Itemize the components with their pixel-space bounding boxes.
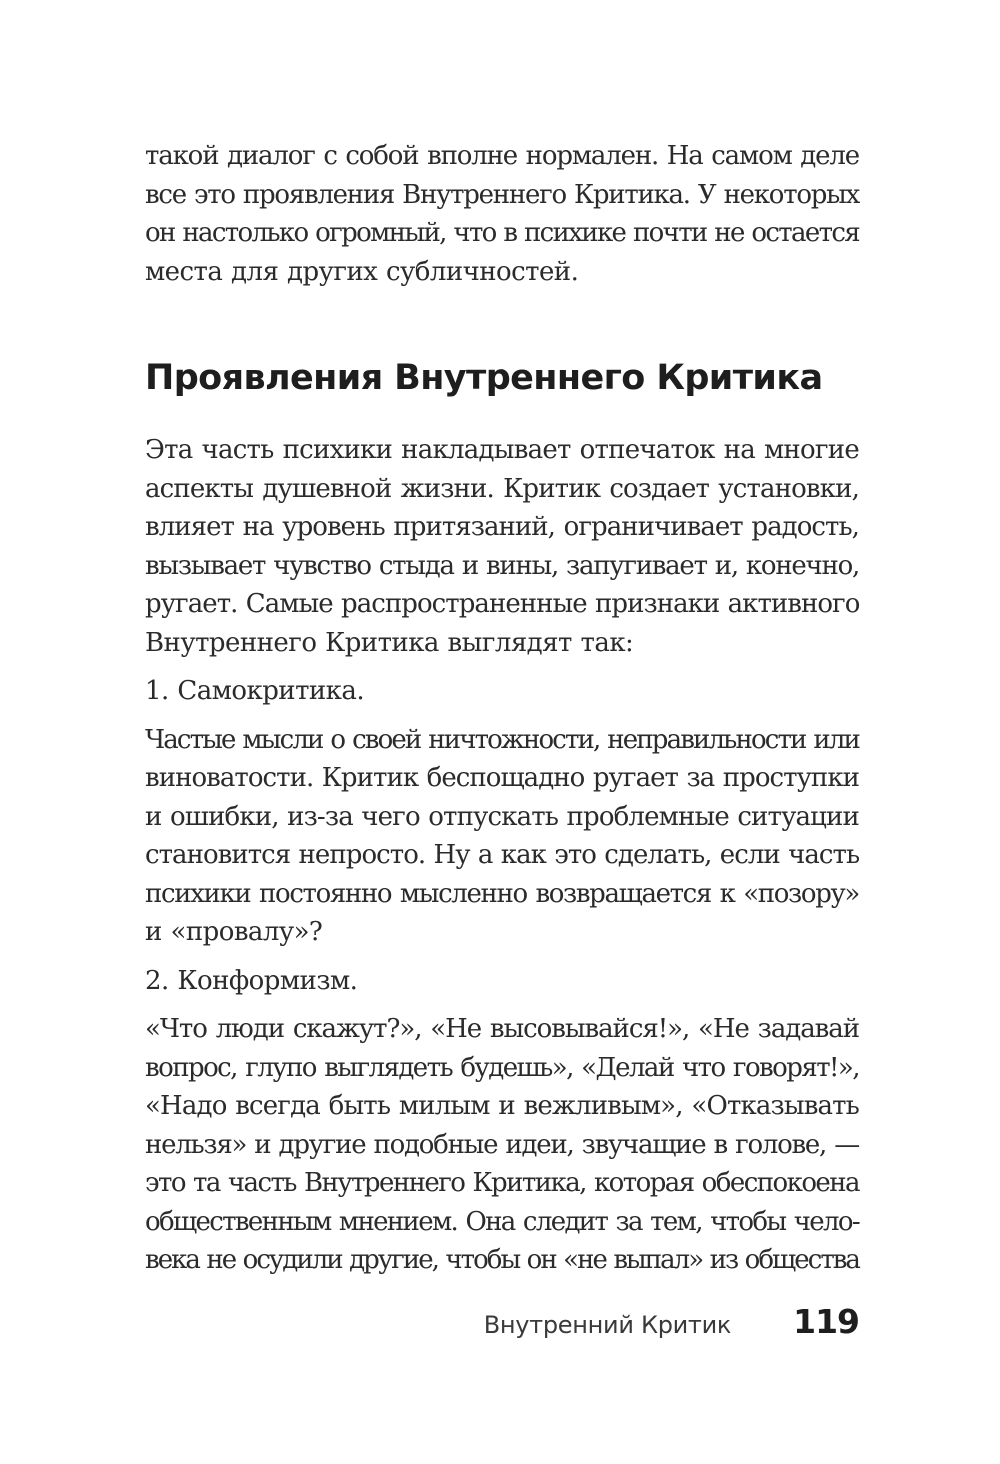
section-intro-paragraph [145, 431, 859, 662]
text-line: и ошибки, из-за чего отпускать проблемные ситуации [145, 801, 859, 832]
page-number: 119 [793, 1302, 859, 1341]
text-line: такой диалог с собой вполне нормален. На самом деле [145, 141, 859, 171]
text-line: Частые мысли о своей ничтожности, неправильности или [145, 724, 859, 755]
text-line: он настолько огромный, что в психике почти не остается [145, 218, 859, 248]
item2-title: 2. Конформизм. [145, 965, 358, 996]
text-line: века не осудили другие, чтобы он «не выпал» из общества [145, 1245, 859, 1275]
text-line: влияет на уровень притязаний, ограничивает радость, [145, 512, 859, 542]
text-line: «Надо всегда быть милым и вежливым», «Отказывать [145, 1091, 859, 1121]
text-line: виноватости. Критик беспощадно ругает за проступки [145, 763, 859, 793]
text-line: и «провалу»? [145, 917, 323, 947]
text-line: общественным мнением. Она следит за тем, чтобы чело- [145, 1206, 859, 1237]
text-line: «Что люди скажут?», «Не высовывайся!», «Не задавай [145, 1014, 859, 1044]
item1-paragraph [145, 721, 859, 952]
text-line: все это проявления Внутреннего Критика. У некоторых [145, 179, 859, 210]
text-line: аспекты душевной жизни. Критик создает установки, [145, 473, 859, 504]
text-line: вызывает чувство стыда и вины, запугивает и, конечно, [145, 550, 859, 581]
list-item-title [145, 672, 859, 711]
intro-paragraph [145, 137, 859, 291]
running-title: Внутренний Критик [483, 1311, 732, 1339]
text-line: нельзя» и другие подобные идеи, звучащие в голове, — [145, 1129, 859, 1160]
item2-paragraph [145, 1010, 859, 1280]
page-body [145, 137, 859, 1280]
text-line: ругает. Самые распространенные признаки активного [145, 589, 860, 619]
text-line: вопрос, глупо выглядеть будешь», «Делай что говорят!», [145, 1052, 859, 1083]
text-line: становится непросто. Ну а как это сделать, если часть [145, 840, 860, 870]
page-footer [145, 1302, 859, 1341]
list-item-title [145, 962, 859, 1001]
text-line: Внутреннего Критика выглядят так: [145, 627, 634, 658]
text-line: места для других субличностей. [145, 256, 579, 287]
item1-title: 1. Самокритика. [145, 676, 365, 706]
text-line: Эта часть психики накладывает отпечаток на многие [145, 435, 859, 465]
section-heading: Проявления Внутреннего Критика [145, 358, 823, 398]
text-line: это та часть Внутреннего Критика, которая обеспокоена [145, 1168, 859, 1198]
text-line: психики постоянно мысленно возвращается к «позору» [145, 878, 859, 909]
